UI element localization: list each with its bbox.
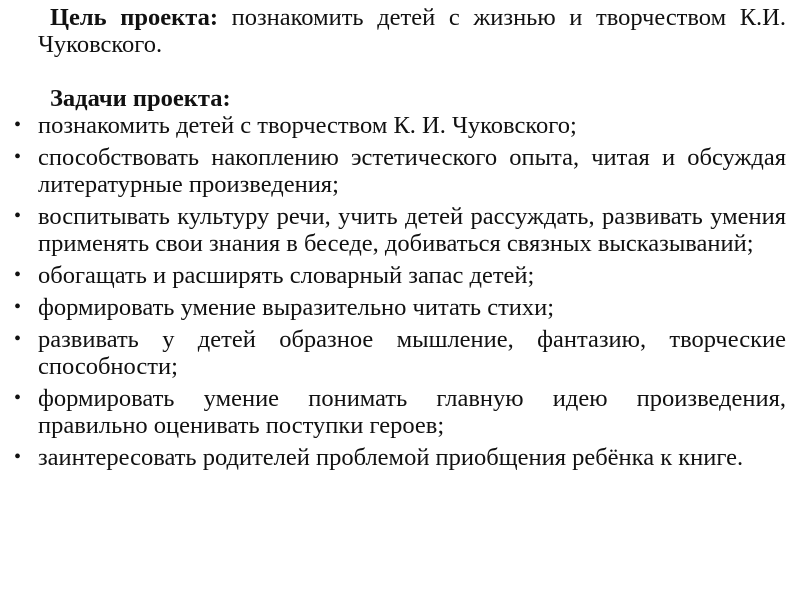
list-item-text: обогащать и расширять словарный запас детей; — [38, 262, 535, 289]
list-item — [14, 294, 786, 321]
list-item-text: развивать у детей образное мышление, фантазию, творческие способности; — [38, 326, 786, 380]
bullet-icon: • — [14, 114, 22, 136]
bullet-icon: • — [14, 296, 22, 318]
list-item — [14, 144, 786, 198]
list-item — [14, 262, 786, 289]
bullet-icon: • — [14, 264, 22, 286]
list-item — [14, 203, 786, 257]
goal-text: познакомить детей с жизнью и творчеством К.И. Чуковского. — [38, 4, 786, 58]
list-item-text: формировать умение выразительно читать стихи; — [38, 294, 555, 321]
list-item-text: формировать умение понимать главную идею произведения, правильно оценивать поступки героев; — [38, 385, 786, 439]
list-item — [14, 444, 786, 471]
tasks-list — [14, 112, 786, 471]
list-item — [14, 326, 786, 380]
bullet-icon: • — [14, 446, 22, 468]
bullet-icon: • — [14, 146, 22, 168]
project-goal — [38, 4, 786, 58]
list-item-text: заинтересовать родителей проблемой приобщения ребёнка к книге. — [38, 444, 744, 471]
list-item — [14, 385, 786, 439]
bullet-icon: • — [14, 205, 22, 227]
bullet-icon: • — [14, 328, 22, 350]
list-item-text: воспитывать культуру речи, учить детей рассуждать, развивать умения применять свои знания в беседе, добиваться связных высказываний; — [38, 203, 786, 257]
tasks-heading: Задачи проекта: — [50, 85, 231, 112]
bullet-icon: • — [14, 387, 22, 409]
goal-label: Цель проекта: — [50, 4, 218, 31]
list-item-text: познакомить детей с творчеством К. И. Чуковского; — [38, 112, 577, 139]
list-item — [14, 112, 786, 139]
list-item-text: способствовать накоплению эстетического опыта, читая и обсуждая литературные произведения; — [38, 144, 786, 198]
